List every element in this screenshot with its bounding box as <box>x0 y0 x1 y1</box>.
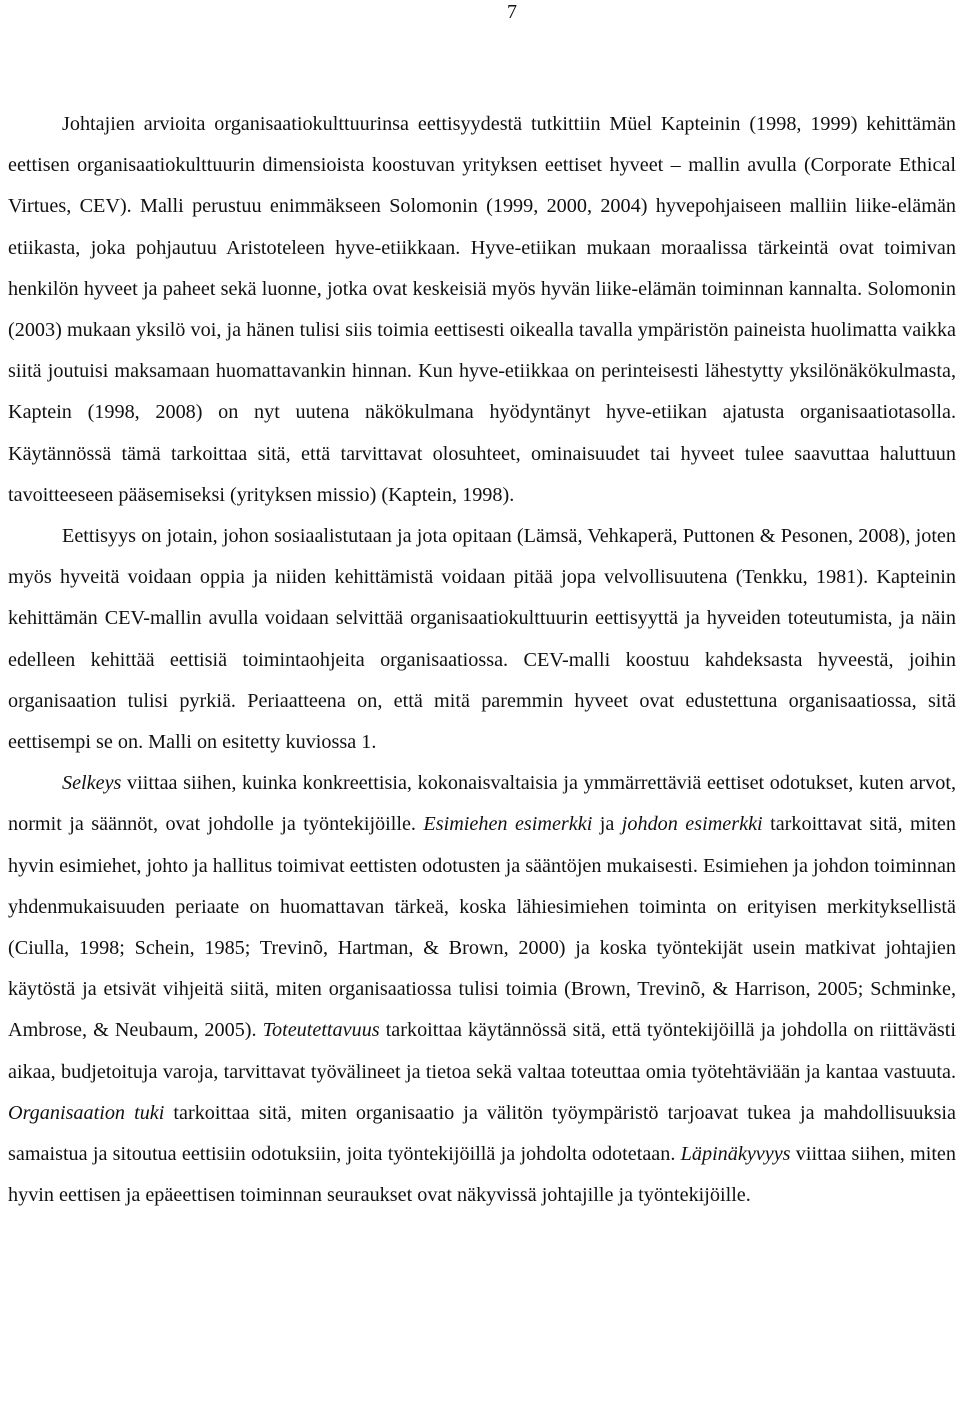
paragraph-text: tarkoittaa sitä, miten organisaatio ja välitön työympäristö tarjoavat tukea ja mahdollisuuksia samaistua ja sitoutua eettisiin odotuksiin, joita työntekijöillä ja johdolta odotetaan. <box>8 1101 957 1166</box>
term-lapinakyvyys: Läpinäkyvyys <box>680 1143 791 1166</box>
paragraph-text: Eettisyys on jotain, johon sosiaalistutaan ja jota opitaan (Lämsä, Vehkaperä, Puttonen & Pesonen, 2008), joten myös hyveitä voidaan oppia ja niiden kehittämistä voidaan pitää jopa velvollisuutena (Tenkku, 1981). Kapteinin kehittämän CEV-mallin avulla voidaan selvittää organisaatiokulttuurin eettisyyttä ja hyveiden toteutumista, ja näin edelleen kehittää eettisiä toimintaohjeita organisaatiossa. CEV-malli koostuu kahdeksasta hyveestä, joihin organisaation tulisi pyrkiä. Periaatteena on, että mitä paremmin hyveet ovat edustettuna organisaatiossa, sitä eettisempi se on. Malli on esitetty kuviossa 1. <box>8 525 956 754</box>
paragraph-cev-intro <box>8 104 956 516</box>
term-esimiehen-esimerkki: Esimiehen esimerkki <box>423 813 593 836</box>
paragraph-text: ja <box>592 813 622 836</box>
term-selkeys: Selkeys <box>62 772 122 795</box>
paragraph-text: viittaa siihen, kuinka konkreettisia, kokonaisvaltaisia ja ymmärrettäviä eettiset odotukset, kuten arvot, normit ja säännöt, ovat johdolle ja työntekijöille. <box>8 772 956 836</box>
term-toteutettavuus: Toteutettavuus <box>262 1019 380 1042</box>
term-organisaation-tuki: Organisaation tuki <box>8 1101 165 1124</box>
body-text <box>8 104 956 1216</box>
page-number: 7 <box>507 1 517 23</box>
paragraph-ethics-learning <box>8 516 956 763</box>
paragraph-text: tarkoittaa käytännössä sitä, että työntekijöillä ja johdolla on riittävästi aikaa, budjetoituja varoja, tarvittavat työvälineet ja tietoa sekä valtaa toteuttaa omia työtehtäviään ja kantaa vastuuta. <box>8 1019 956 1083</box>
paragraph-text: Johtajien arvioita organisaatiokulttuurinsa eettisyydestä tutkittiin Müel Kapteinin (1998, 1999) kehittämän eettisen organisaatiokulttuurin dimensioista koostuvan yrityksen eettiset hyveet – mallin avulla (Corporate Ethical Virtues, CEV). Malli perustuu enimmäkseen Solomonin (1999, 2000, 2004) hyvepohjaiseen malliin liike-elämän etiikasta, joka pohjautuu Aristoteleen hyve-etiikkaan. Hyve-etiikan mukaan moraalissa tärkeintä ovat toimivan henkilön hyveet ja paheet sekä luonne, jotka ovat keskeisiä myös hyvän liike-elämän toiminnan kannalta. Solomonin (2003) mukaan yksilö voi, ja hänen tulisi siis toimia eettisesti oikealla tavalla ympäristön paineista huolimatta vaikka siitä joutuisi maksamaan huomattavankin hinnan. Kun hyve-etiikkaa on perinteisesti lähestytty yksilönäkökulmasta, Kaptein (1998, 2008) on nyt uutena näkökulmana hyödyntänyt hyve-etiikan ajatusta organisaatiotasolla. Käytännössä tämä tarkoittaa sitä, että tarvittavat olosuhteet, ominaisuudet tai hyveet tulee saavuttaa haluttuun tavoitteeseen pääsemiseksi (yrityksen missio) (Kaptein, 1998). <box>8 113 956 506</box>
paragraph-text: tarkoittavat sitä, miten hyvin esimiehet, johto ja hallitus toimivat eettisten odotusten ja sääntöjen mukaisesti. Esimiehen ja johdon toiminnan yhdenmukaisuuden periaate on huomattavan tärkeä, koska lähiesimiehen toiminta on erityisen merkityksellistä (Ciulla, 1998; Schein, 1985; Trevinõ, Hartman, & Brown, 2000) ja koska työntekijät usein matkivat johtajien käytöstä ja etsivät vihjeitä siitä, miten organisaatiossa tulisi toimia (Brown, Trevinõ, & Harrison, 2005; Schminke, Ambrose, & Neubaum, 2005). <box>8 813 956 1042</box>
paragraph-virtues <box>8 763 956 1216</box>
term-johdon-esimerkki: johdon esimerkki <box>621 813 763 836</box>
paragraph-text: viittaa siihen, miten hyvin eettisen ja epäeettisen toiminnan seuraukset ovat näkyvissä johtajille ja työntekijöille. <box>8 1143 956 1207</box>
